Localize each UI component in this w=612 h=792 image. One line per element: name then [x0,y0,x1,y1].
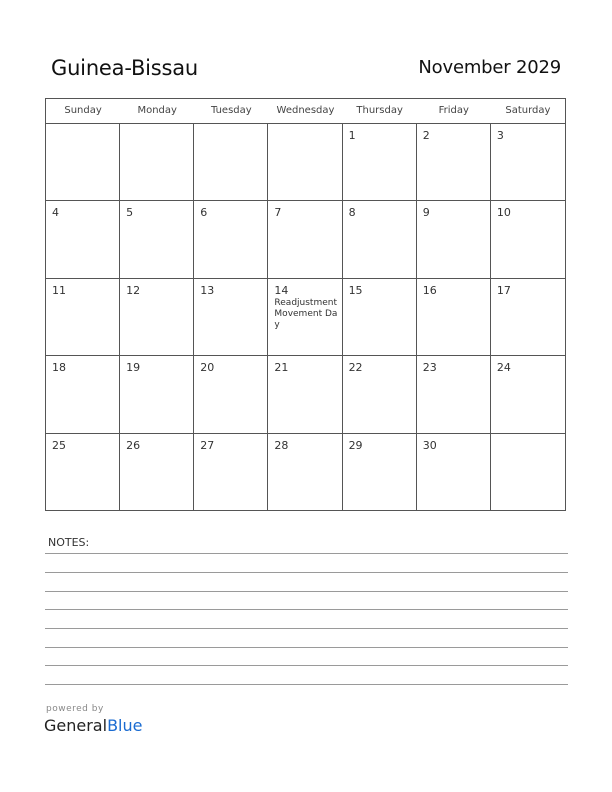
day-number: 9 [422,206,430,220]
day-cell [343,434,417,511]
notes-line [45,647,568,648]
notes-line [45,665,568,666]
day-number: 1 [348,129,356,142]
day-cell [46,124,120,201]
weekday-monday: Monday [137,105,177,116]
day-cell [268,124,342,201]
day-cell [120,279,194,356]
day-number: 26 [126,438,141,452]
notes-line [45,609,568,610]
day-number: 23 [422,361,437,375]
day-cell [194,201,268,278]
day-number: 8 [348,206,356,220]
day-number: 13 [200,283,215,297]
notes-line [45,628,568,629]
brand-blue: Blue [107,716,143,735]
day-number: 7 [274,206,282,220]
day-number: 18 [52,361,66,375]
day-cell [46,356,120,433]
day-cell [343,356,417,433]
day-cell [491,434,565,511]
day-number: 30 [422,438,437,452]
day-number: 2 [422,129,430,142]
notes-line [45,572,568,573]
notes-line [45,591,568,592]
day-number: 11 [52,283,66,297]
day-cell [268,201,342,278]
calendar-days [46,124,565,511]
day-number: 29 [348,438,363,452]
day-cell [343,279,417,356]
day-cell [46,434,120,511]
day-cell [343,201,417,278]
notes-line [45,684,568,685]
notes-line [45,553,568,554]
day-cell [120,124,194,201]
day-number: 24 [496,361,511,375]
day-number: 25 [52,438,66,452]
weekday-friday: Friday [438,105,469,116]
day-cell [194,124,268,201]
day-cell [194,279,268,356]
day-number: 27 [200,438,215,452]
day-cell [46,201,120,278]
calendar-grid [45,98,566,511]
day-number: 12 [126,283,141,297]
day-number: 22 [348,361,363,375]
day-cell [417,434,491,511]
notes-label: NOTES: [48,536,90,549]
day-cell [194,434,268,511]
holiday-event: Readjustment Movement Day [274,297,338,330]
day-number: 3 [496,129,504,142]
day-number: 14 [274,283,289,297]
generalblue-logo[interactable] [44,716,142,735]
powered-by-text: powered by [46,704,104,714]
weekday-thursday: Thursday [356,105,403,116]
weekday-saturday: Saturday [505,105,551,116]
brand-general: General [44,716,108,735]
day-number: 15 [348,283,363,297]
day-cell [417,279,491,356]
day-number: 5 [126,206,134,220]
day-number: 10 [496,206,511,220]
day-number: 17 [496,283,511,297]
day-cell [491,124,565,201]
weekday-wednesday: Wednesday [276,105,335,116]
day-cell [268,434,342,511]
day-cell [491,201,565,278]
day-cell [46,279,120,356]
country-title: Guinea-Bissau [51,56,199,80]
day-cell [491,356,565,433]
day-cell [491,279,565,356]
day-number: 4 [52,206,59,220]
day-cell [120,356,194,433]
day-cell [268,279,342,356]
weekday-tuesday: Tuesday [211,105,252,116]
day-cell [194,356,268,433]
day-number: 19 [126,361,141,375]
day-number: 6 [200,206,208,220]
month-year-title: November 2029 [418,57,561,78]
weekday-sunday: Sunday [64,105,102,116]
day-number: 28 [274,438,289,452]
day-cell [120,201,194,278]
day-cell [120,434,194,511]
day-cell [268,356,342,433]
day-number: 20 [200,361,215,375]
day-cell [343,124,417,201]
weekday-header-row [46,99,565,124]
day-cell [417,201,491,278]
day-number: 21 [274,361,289,375]
day-cell [417,356,491,433]
day-number: 16 [422,283,437,297]
day-cell [417,124,491,201]
